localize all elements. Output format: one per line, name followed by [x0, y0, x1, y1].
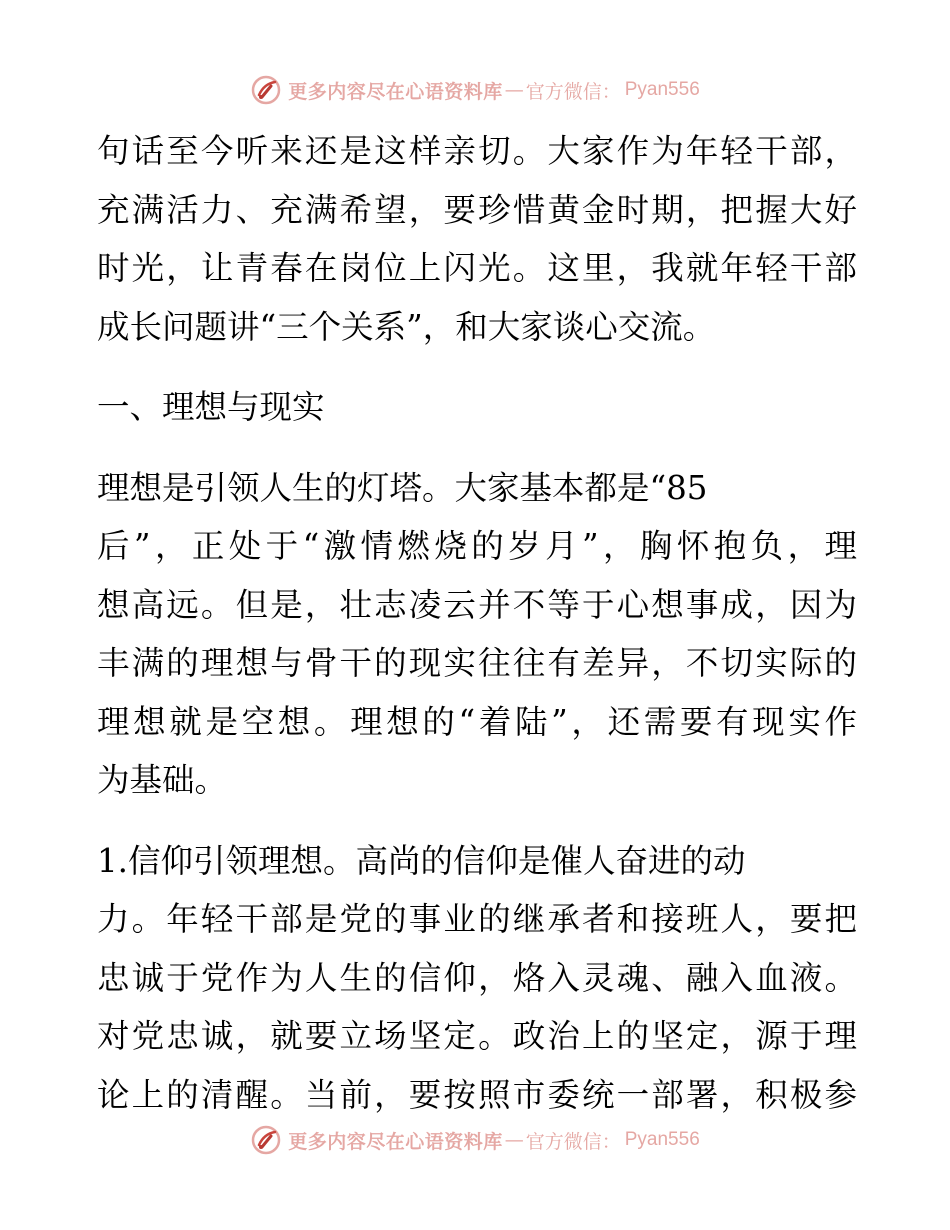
watermark-account: Pyan556	[624, 1129, 700, 1150]
watermark-brand-text: 更多内容尽在心语资料库	[288, 1130, 503, 1153]
text-line: 丰满的理想与骨干的现实往往有差异，不切实际的	[97, 644, 857, 682]
text-line: 力。年轻干部是党的事业的继承者和接班人，要把	[97, 900, 857, 938]
paragraph	[97, 459, 857, 810]
watermark-brand-text: 更多内容尽在心语资料库	[288, 80, 503, 103]
text-line: 时光，让青春在岗位上闪光。这里，我就年轻干部	[97, 249, 857, 287]
section-heading	[97, 378, 857, 437]
pen-swirl-logo-icon	[250, 74, 282, 106]
text-line: 论上的清醒。当前，要按照市委统一部署，积极参	[97, 1075, 857, 1114]
text-line: 后”，正处于“激情燃烧的岁月”，胸怀抱负，理	[97, 527, 857, 565]
document-body	[97, 122, 857, 1124]
watermark-dash: —	[504, 1129, 524, 1151]
text-line: 为基础。	[97, 761, 228, 799]
text-line: 忠诚于党作为人生的信仰，烙入灵魂、融入血液。	[97, 958, 857, 997]
text-line: 充满活力、充满希望，要珍惜黄金时期，把握大好	[97, 190, 857, 229]
watermark-dash: —	[504, 79, 524, 101]
watermark-wechat-label: 官方微信：	[525, 1130, 621, 1153]
text-line: 对党忠诚，就要立场坚定。政治上的坚定，源于理	[97, 1017, 857, 1055]
text-line: 1.信仰引领理想。高尚的信仰是催人奋进的动	[97, 841, 746, 880]
text-line: 理想就是空想。理想的“着陆”，还需要有现实作	[97, 702, 857, 741]
header-watermark-banner	[0, 70, 950, 110]
text-line: 成长问题讲“三个关系”，和大家谈心交流。	[97, 307, 716, 346]
text-line: 句话至今听来还是这样亲切。大家作为年轻干部，	[97, 132, 857, 170]
text-line: 理想是引领人生的灯塔。大家基本都是“85	[97, 468, 708, 507]
paragraph	[97, 122, 857, 356]
watermark-wechat-label: 官方微信：	[525, 80, 621, 103]
text-line: 想高远。但是，壮志凌云并不等于心想事成，因为	[97, 585, 857, 624]
footer-watermark-banner	[0, 1120, 950, 1160]
pen-swirl-logo-icon	[250, 1124, 282, 1156]
section-heading-text: 一、理想与现实	[97, 388, 325, 426]
watermark-account: Pyan556	[624, 79, 700, 100]
paragraph	[97, 832, 857, 1125]
